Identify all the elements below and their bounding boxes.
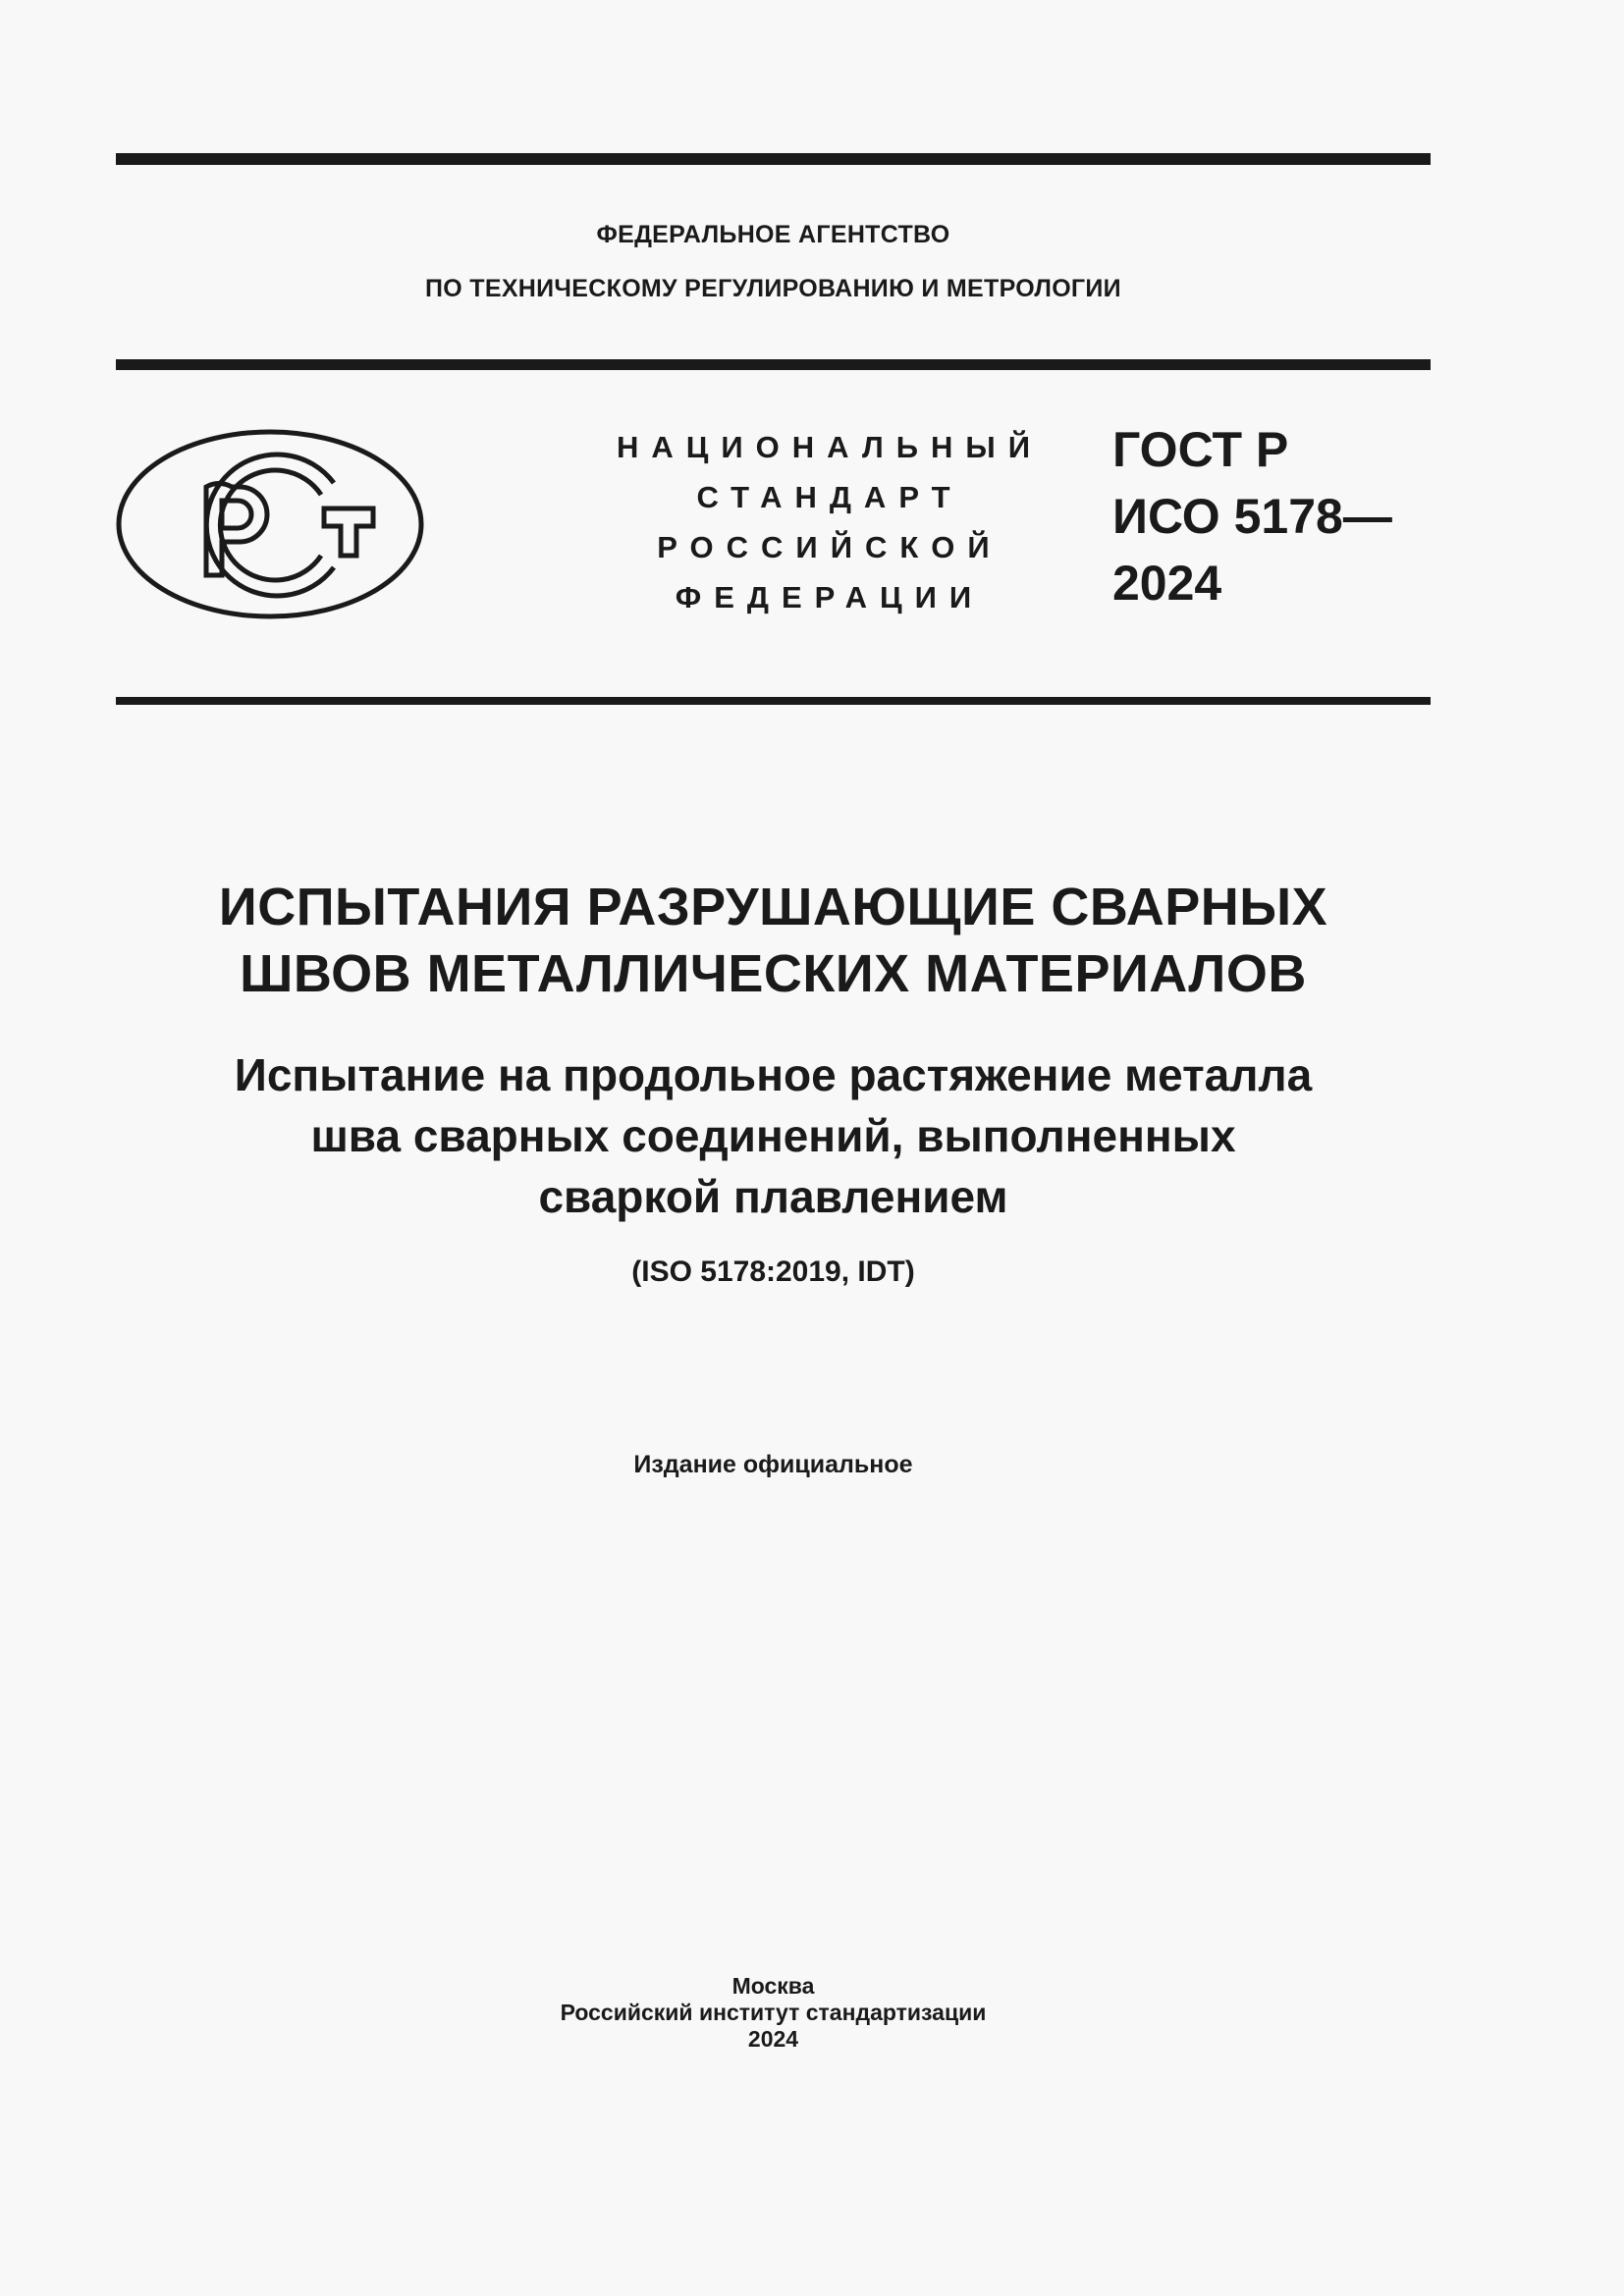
top-rule [116, 153, 1431, 165]
national-standard-line: НАЦИОНАЛЬНЫЙ [616, 430, 1044, 464]
subtitle-line: Испытание на продольное растяжение металла [234, 1049, 1313, 1100]
subtitle-line: шва сварных соединений, выполненных [310, 1110, 1236, 1161]
imprint-year: 2024 [747, 2026, 799, 2052]
designation-line: ГОСТ Р [1112, 422, 1289, 477]
middle-rule [116, 359, 1431, 370]
iso-reference: (ISO 5178:2019, IDT) [631, 1255, 915, 1288]
national-standard-label [609, 422, 1051, 622]
national-standard-line: СТАНДАРТ [696, 480, 963, 514]
subtitle-line: сваркой плавлением [538, 1171, 1008, 1222]
bottom-rule [116, 697, 1431, 705]
imprint-city: Москва [731, 1973, 815, 1999]
rst-emblem-icon [116, 428, 424, 620]
standard-designation [1112, 416, 1436, 616]
designation-line: 2024 [1112, 556, 1222, 611]
edition-note: Издание официальное [633, 1451, 913, 1478]
agency-line-1: ФЕДЕРАЛЬНОЕ АГЕНТСТВО [596, 221, 950, 248]
designation-line: ИСО 5178— [1112, 489, 1392, 544]
title-line: ШВОВ МЕТАЛЛИЧЕСКИХ МАТЕРИАЛОВ [240, 944, 1307, 1003]
document-title [116, 874, 1431, 1007]
national-standard-line: РОССИЙСКОЙ [657, 530, 1002, 564]
national-standard-line: ФЕДЕРАЦИИ [675, 580, 985, 614]
imprint [116, 1973, 1431, 2053]
title-line: ИСПЫТАНИЯ РАЗРУШАЮЩИЕ СВАРНЫХ [218, 878, 1328, 936]
document-subtitle [116, 1044, 1431, 1227]
imprint-publisher: Российский институт стандартизации [560, 2000, 987, 2025]
agency-line-2: ПО ТЕХНИЧЕСКОМУ РЕГУЛИРОВАНИЮ И МЕТРОЛОГИИ [425, 275, 1121, 302]
